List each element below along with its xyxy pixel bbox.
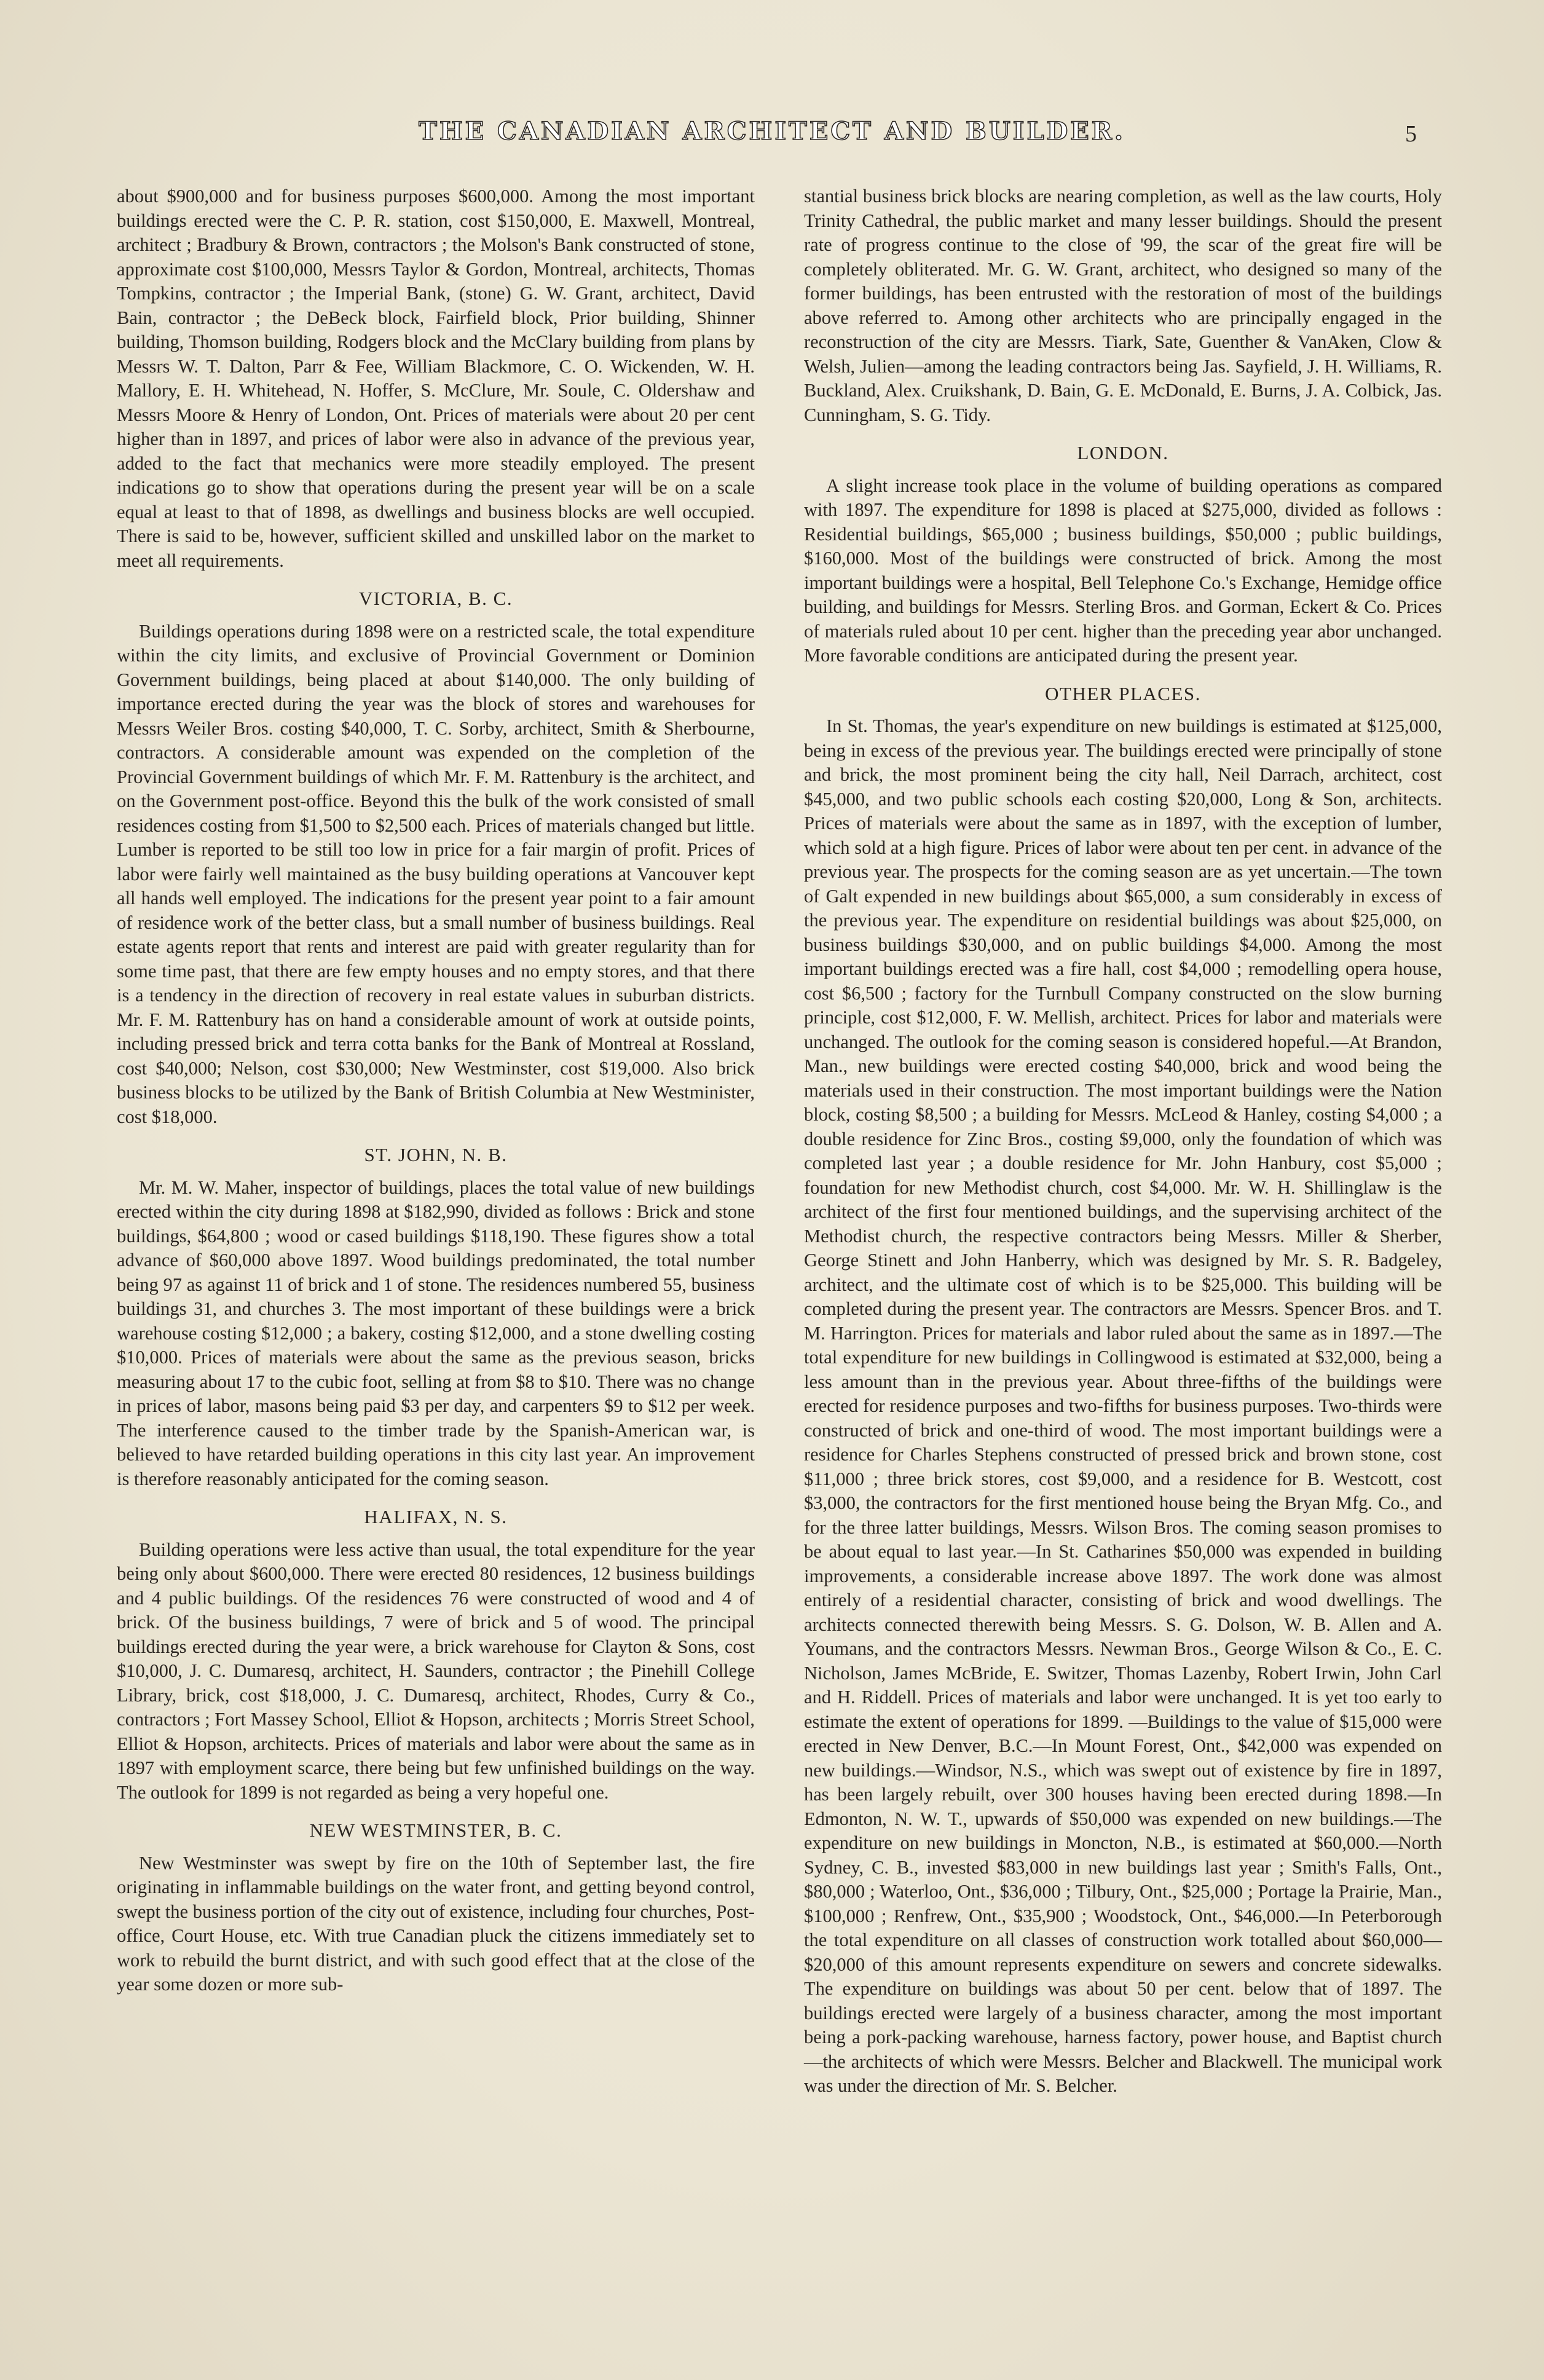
section-heading-victoria: VICTORIA, B. C. <box>358 588 513 609</box>
section-heading-new-westminster: NEW WESTMINSTER, B. C. <box>309 1819 562 1841</box>
paragraph-halifax: Building operations were less active than usual, the total expenditure for the year being only about $600,000. There were erected 80 residences, 12 business buildings and 4 public buildings. Of the residences 76 were constructed of wood and 4 of brick. Of the business buildings, 7 were of brick and 5 of wood. The principal buildings erected during the year were, a brick warehouse for Clayton & Sons, cost $10,000, J. C. Dumaresq, architect, H. Saunders, contractor ; the Pinehill College Library, brick, cost $18,000, J. C. Dumaresq, architect, Rhodes, Curry & Co., contractors ; Fort Massey School, Elliot & Hopson, architects ; Morris Street School, Elliot & Hopson, architects. Prices of materials and labor were about the same as in 1897 with employment scarce, there being but few unfinished buildings on the way. The outlook for 1899 is not regarded as being a very hopeful one. <box>117 1539 755 1803</box>
section-heading-london: LONDON. <box>1077 442 1169 463</box>
left-column <box>117 184 755 1997</box>
section-heading-st-john: ST. JOHN, N. B. <box>364 1144 508 1165</box>
paragraph-st-john: Mr. M. W. Maher, inspector of buildings, places the total value of new buildings erected within the city during 1898 at $182,990, divided as follows : Brick and stone buildings, $64,800 ; wood or cased buildings $118,190. These figures show a total advance of $60,000 above 1897. Wood buildings predominated, the total number being 97 as against 11 of brick and 1 of stone. The residences numbered 55, business buildings 31, and churches 3. The most important of these buildings were a brick warehouse costing $12,000 ; a bakery, costing $12,000, and a stone dwelling costing $10,000. Prices of materials were about the same as the previous season, bricks measuring about 17 to the cubic foot, selling at from $8 to $10. There was no change in prices of labor, masons being paid $3 per day, and carpenters $9 to $12 per week. The interference caused to the timber trade by the Spanish-American war, is believed to have retarded building operations in this city last year. An improvement is therefore reasonably anticipated for the coming season. <box>117 1176 755 1489</box>
paragraph-london: A slight increase took place in the volume of building operations as compared with 1897. The expenditure for 1898 is placed at $275,000, divided as follows : Residential buildings, $65,000 ; business buildings, $50,000 ; public buildings, $160,000. Most of the buildings were constructed of brick. Among the most important buildings were a hospital, Bell Telephone Co.'s Exchange, Hemidge office building, and buildings for Messrs. Sterling Bros. and Gorman, Eckert & Co. Prices of materials ruled about 10 per cent. higher than the preceding year abor unchanged. More favorable conditions are anticipated during the present year. <box>804 475 1442 666</box>
section-heading-halifax: HALIFAX, N. S. <box>364 1506 508 1527</box>
paragraph-new-westminster: New Westminster was swept by fire on the 10th of September last, the fire originating in inflammable buildings on the water front, and getting beyond control, swept the business portion of the city out of existence, including four churches, Post-office, Court House, etc. With true Canadian pluck the citizens immediately set to work to rebuild the burnt district, and with such good effect that at the close of the year some dozen or more sub- <box>117 1852 755 1995</box>
page-number: 5 <box>1405 121 1417 147</box>
paragraph-other-places: In St. Thomas, the year's expenditure on new buildings is estimated at $125,000, being in excess of the previous year. The buildings erected were principally of stone and brick, the most prominent being the city hall, Neil Darrach, architect, cost $45,000, and two public schools each costing $20,000, Long & Son, architects. Prices of materials were about the same as in 1897, with the exception of lumber, which sold at a high figure. Prices of labor were about ten per cent. in advance of the previous year. The prospects for the coming season are as yet uncertain.—The town of Galt expended in new buildings about $65,000, a sum considerably in excess of the previous year. The expenditure on residential buildings was about $25,000, on business buildings $30,000, and on public buildings $4,000. Among the most important buildings erected was a fire hall, cost $4,000 ; remodelling opera house, cost $6,500 ; factory for the Turnbull Company constructed on the slow burning principle, cost $12,000, F. W. Mellish, architect. Prices for labor and materials were unchanged. The outlook for the coming season is considered hopeful.—At Brandon, Man., new buildings were erected costing $40,000, brick and wood being the materials used in their construction. The most important buildings were the Nation block, costing $8,500 ; a building for Messrs. McLeod & Hanley, costing $4,000 ; a double residence for Zinc Bros., costing $9,000, only the foundation of which was completed last year ; a double residence for Mr. John Hanbury, cost $5,000 ; foundation for new Methodist church, cost $4,000. Mr. W. H. Shillinglaw is the architect of the first four mentioned buildings, and the supervising architect of the Methodist church, the respective contractors being Messrs. Miller & Sherber, George Stinett and John Hanberry, which was designed by Mr. S. R. Badgeley, architect, and the ultimate cost of which is to be $25,000. This building will be completed during the present year. The contractors are Messrs. Spencer Bros. and T. M. Harrington. Prices for materials and labor ruled about the same as in 1897.—The total expenditure for new buildings in Collingwood is estimated at $32,000, being a less amount than in the previous year. About three-fifths of the buildings were erected for residence purposes and two-fifths for business purposes. Two-thirds were constructed of brick and one-third of wood. The most important buildings were a residence for Charles Stephens constructed of pressed brick and brown stone, cost $11,000 ; three brick stores, cost $9,000, and a residence for B. Westcott, cost $3,000, the contractors for the first mentioned house being the Bryan Mfg. Co., and for the three latter buildings, Messrs. Wilson Bros. The coming season promises to be about equal to last year.—In St. Catharines $50,000 was expended in building improvements, a considerable increase above 1897. The work done was almost entirely of a residential character, consisting of brick and wood dwellings. The architects connected therewith being Messrs. S. G. Dolson, W. B. Allen and A. Youmans, and the contractors Messrs. Newman Bros., George Wilson & Co., E. C. Nicholson, James McBride, E. Switzer, Thomas Lazenby, Robert Irwin, John Carl and H. Riddell. Prices of materials and labor were unchanged. It is yet too early to estimate the extent of operations for 1899. —Buildings to the value of $15,000 were erected in New Denver, B.C.—In Mount Forest, Ont., $42,000 was expended on new buildings.—Windsor, N.S., which was swept out of existence by fire in 1897, has been largely rebuilt, over 300 houses having been erected during 1898.—In Edmonton, N. W. T., upwards of $50,000 was expended on new buildings.—The expenditure on new buildings in Moncton, N.B., is estimated at $60,000.—North Sydney, C. B., invested $83,000 in new buildings last year ; Smith's Falls, Ont., $80,000 ; Waterloo, Ont., $36,000 ; Tilbury, Ont., $25,000 ; Portage la Prairie, Man., $100,000 ; Renfrew, Ont., $35,900 ; Woodstock, Ont., $46,000.—In Peterborough the total expenditure on all classes of construction work totalled about $60,000—$20,000 of this amount represents expenditure on sewers and concrete sidewalks. The expenditure on buildings was about 50 per cent. below that of 1897. The buildings erected were largely of a business character, among the most important being a pork-packing warehouse, harness factory, power house, and Baptist church—the architects of which were Messrs. Belcher and Blackwell. The municipal work was under the direction of Mr. S. Belcher. <box>804 715 1442 2096</box>
running-title: THE CANADIAN ARCHITECT AND BUILDER. <box>419 117 1125 146</box>
section-heading-other-places: OTHER PLACES. <box>1045 682 1201 704</box>
page-header <box>0 117 1544 154</box>
paragraph-montreal-continued: about $900,000 and for business purposes $600,000. Among the most important buildings erected were the C. P. R. station, cost $150,000, E. Maxwell, Montreal, architect ; Bradbury & Brown, contractors ; the Molson's Bank constructed of stone, approximate cost $100,000, Messrs Taylor & Gordon, Montreal, architects, Thomas Tompkins, contractor ; the Imperial Bank, (stone) G. W. Grant, architect, David Bain, contractor ; the DeBeck block, Fairfield block, Prior building, Shinner building, Thomson building, Rodgers block and the McClary building from plans by Messrs W. T. Dalton, Parr & Fee, William Blackmore, C. O. Wickenden, W. H. Mallory, E. H. Whitehead, N. Hoffer, S. McClure, Mr. Soule, C. Oldershaw and Messrs Moore & Henry of London, Ont. Prices of materials were about 20 per cent higher than in 1897, and prices of labor were also in advance of the previous year, added to the fact that mechanics were more steadily employed. The present indications go to show that operations during the present year will be on a scale equal at least to that of 1898, as dwellings and business blocks are well occupied. There is said to be, however, sufficient skilled and unskilled labor on the market to meet all requirements. <box>117 186 755 571</box>
paragraph-new-westminster-continued: stantial business brick blocks are nearing completion, as well as the law courts, Holy Trinity Cathedral, the public market and many lesser buildings. Should the present rate of progress continue to the close of '99, the scar of the great fire will be completely obliterated. Mr. G. W. Grant, architect, who designed so many of the former buildings, has been entrusted with the restoration of most of the buildings above referred to. Among other architects who are principally engaged in the reconstruction of the city are Messrs. Tiark, Sate, Guenther & VanAken, Clow & Welsh, Julien—among the leading contractors being Jas. Sayfield, J. H. Williams, R. Buckland, Alex. Cruikshank, D. Bain, G. E. McDonald, E. Burns, J. A. Colbick, Jas. Cunningham, S. G. Tidy. <box>804 186 1442 425</box>
paragraph-victoria: Buildings operations during 1898 were on a restricted scale, the total expenditure within the city limits, and exclusive of Provincial Government or Dominion Government buildings, being placed at about $140,000. The only building of importance erected during the year was the block of stores and warehouses for Messrs Weiler Bros. costing $40,000, T. C. Sorby, architect, Smith & Sherbourne, contractors. A considerable amount was expended on the completion of the Provincial Government buildings of which Mr. F. M. Rattenbury is the architect, and on the Government post-office. Beyond this the bulk of the work consisted of small residences costing from $1,500 to $2,500 each. Prices of materials changed but little. Lumber is reported to be still too low in price for a fair margin of profit. Prices of labor were fairly well maintained as the busy building operations at Vancouver kept all hands well employed. The indications for the present year point to a fair amount of residence work of the better class, but a small number of business buildings. Real estate agents report that rents and interest are paid with greater regularity than for some time past, that there are few empty houses and no empty stores, and that there is a tendency in the direction of recovery in real estate values in suburban districts. Mr. F. M. Rattenbury has on hand a considerable amount of work at outside points, including pressed brick and terra cotta banks for the Bank of Montreal at Rossland, cost $40,000; Nelson, cost $30,000; New Westminster, cost $19,000. Also brick business blocks to be utilized by the Bank of British Columbia at New Westminister, cost $18,000. <box>117 620 755 1127</box>
right-column <box>804 184 1442 2098</box>
